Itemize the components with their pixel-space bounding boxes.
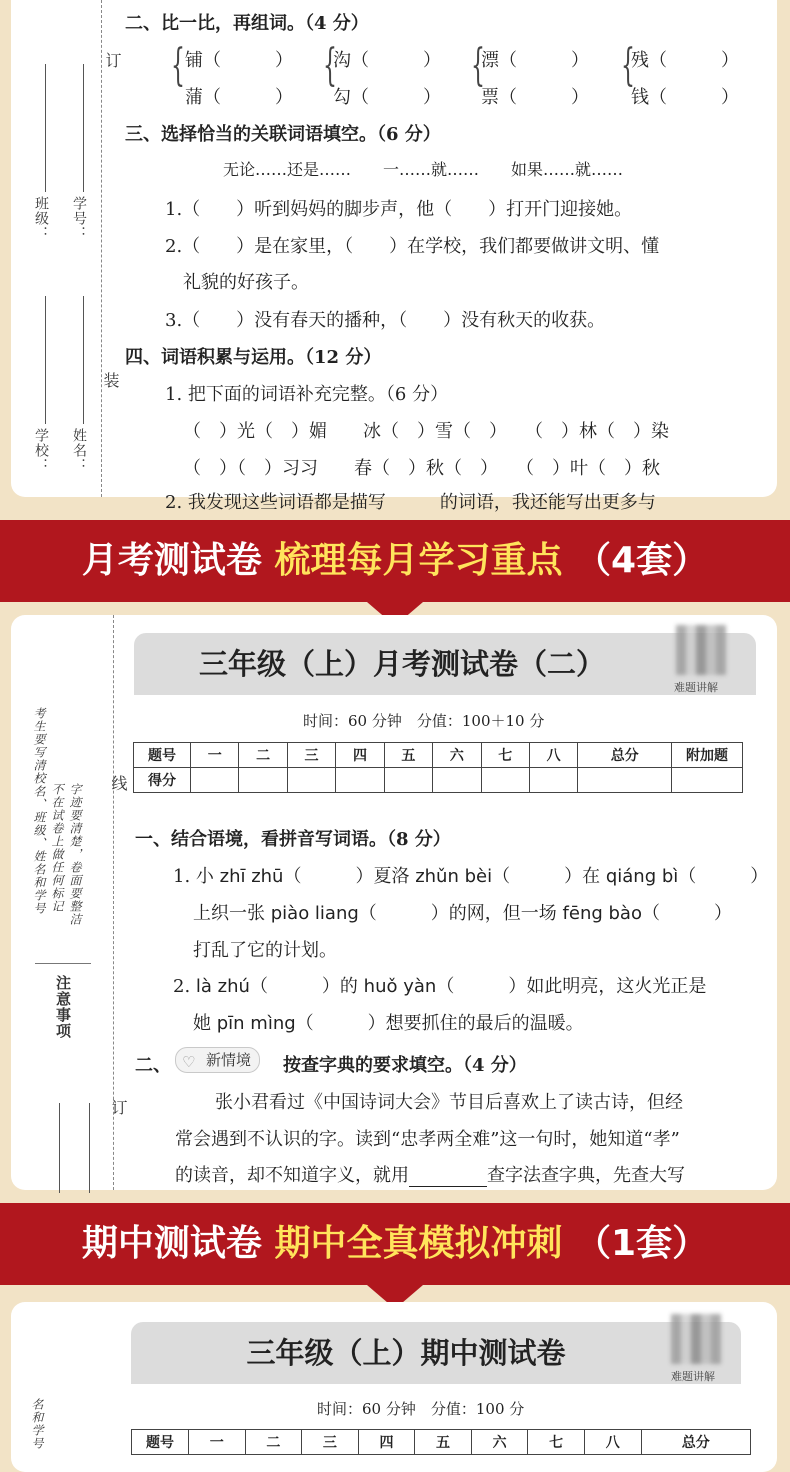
table-cell: 附加题 — [672, 743, 743, 768]
exam-page-3 — [11, 1302, 777, 1472]
section-2-prefix: 二、 — [135, 1055, 171, 1076]
section-2-title: 按查字典的要求填空。（4 分） — [283, 1055, 527, 1076]
table-cell: 一 — [189, 1430, 246, 1455]
fill-blank[interactable] — [409, 1168, 487, 1187]
heartbeat-icon: ♡ — [182, 1053, 196, 1071]
banner-count: （4套） — [575, 540, 709, 581]
section-4-title: 四、词语积累与运用。（12 分） — [125, 347, 382, 368]
passage-line-3: 的读音，却不知道字义，就用 查字法查字典，先查大写 — [175, 1165, 685, 1186]
table-cell: 六 — [471, 1430, 528, 1455]
score-cell[interactable] — [433, 768, 481, 793]
student-id-label: 学号： — [71, 196, 87, 241]
brace: { — [471, 40, 485, 91]
table-cell: 六 — [433, 743, 481, 768]
banner-highlight: 梳理每月学习重点 — [274, 540, 563, 581]
score-cell[interactable] — [481, 768, 529, 793]
passage-line-2: 常会遇到不认识的字。读到“忠孝两全难”这一句时，她知道“孝” — [175, 1129, 680, 1150]
compare-word: 铺（ ） — [185, 50, 293, 71]
section-3-title: 三、选择恰当的关联词语填空。（6 分） — [125, 124, 441, 145]
pinyin-question-2: 2. là zhú（ ）的 huǒ yàn（ ）如此明亮，这火光正是 — [173, 976, 707, 997]
score-cell[interactable] — [191, 768, 239, 793]
score-cell[interactable] — [384, 768, 432, 793]
table-cell: 四 — [358, 1430, 415, 1455]
monthly-test-banner — [0, 520, 790, 602]
idiom-row-1: （ ）光（ ）媚 冰（ ）雪（ ） （ ）林（ ）染 — [183, 421, 669, 442]
exam-title: 三年级（上）期中测试卷 — [246, 1336, 566, 1370]
exam-title-bar — [131, 1322, 741, 1384]
banner-title: 月考测试卷 — [81, 540, 262, 581]
score-cell[interactable] — [239, 768, 287, 793]
pinyin: zhī zhū — [219, 866, 284, 887]
question-3-2: 2.（ ）是在家里，（ ）在学校，我们都要做讲文明、懂 — [165, 236, 660, 257]
cut-line-mark: 线 — [109, 775, 128, 792]
score-cell[interactable] — [287, 768, 335, 793]
pinyin: qiáng bì — [605, 866, 679, 887]
score-cell[interactable] — [529, 768, 577, 793]
exam-page-1 — [11, 0, 777, 513]
compare-word: 勾（ ） — [333, 87, 441, 108]
exam-page-2 — [11, 615, 777, 1190]
binding-mark-ding: 订 — [103, 52, 122, 69]
new-context-badge: ♡ 新情境 — [175, 1047, 260, 1073]
table-cell: 题号 — [134, 743, 191, 768]
passage-line-1: 张小君看过《中国诗词大会》节目后喜欢上了读古诗，但经 — [215, 1092, 683, 1113]
note-line-1: 名和学号 — [30, 1398, 44, 1450]
table-row — [134, 743, 743, 768]
qr-code-icon[interactable] — [676, 625, 726, 675]
question-3-3: 3.（ ）没有春天的播种，（ ）没有秋天的收获。 — [165, 310, 606, 331]
table-cell: 八 — [584, 1430, 641, 1455]
note-line-2: 不在试卷上做任何标记 — [50, 783, 64, 913]
table-cell: 得分 — [134, 768, 191, 793]
table-cell: 题号 — [132, 1430, 189, 1455]
pinyin: fēng bào — [562, 903, 642, 924]
table-cell: 三 — [302, 1430, 359, 1455]
compare-word: 沟（ ） — [333, 50, 441, 71]
brace: { — [621, 40, 635, 91]
table-cell: 七 — [528, 1430, 585, 1455]
class-label: 班级： — [33, 196, 49, 241]
table-cell: 八 — [529, 743, 577, 768]
banner-title: 期中测试卷 — [81, 1223, 262, 1264]
question-4-1: 1. 把下面的词语补充完整。（6 分） — [165, 384, 449, 405]
pinyin: là zhú — [195, 976, 250, 997]
qr-label: 难题讲解 — [674, 681, 718, 694]
brace: { — [323, 40, 337, 91]
school-label: 学校： — [33, 428, 49, 473]
notes-title: 注意事项 — [54, 975, 72, 1039]
banner-count: （1套） — [575, 1223, 709, 1264]
score-table — [133, 742, 743, 793]
binding-line — [101, 0, 102, 497]
pinyin-question-1-end: 打乱了它的计划。 — [193, 940, 337, 961]
table-cell: 总分 — [578, 743, 672, 768]
table-cell: 七 — [481, 743, 529, 768]
question-4-2-cut: 2. 我发现这些词语都是描写 的词语，我还能写出更多与 — [165, 492, 656, 513]
question-3-1: 1.（ ）听到妈妈的脚步声，他（ ）打开门迎接她。 — [165, 199, 633, 220]
table-cell: 五 — [384, 743, 432, 768]
note-line-3: 字迹要清楚，卷面要整洁 — [68, 783, 82, 926]
section-2-title: 二、比一比，再组词。（4 分） — [125, 13, 369, 34]
table-cell: 二 — [239, 743, 287, 768]
question-3-2-cont: 礼貌的好孩子。 — [183, 272, 309, 293]
midterm-test-banner — [0, 1203, 790, 1285]
compare-word: 漂（ ） — [481, 50, 589, 71]
pinyin-question-1: 1. 小 zhī zhū（ ）夏洛 zhǔn bèi（ ）在 qiáng bì（ ） — [173, 866, 769, 887]
pinyin: piào liang — [270, 903, 359, 924]
banner-highlight: 期中全真模拟冲刺 — [274, 1223, 563, 1264]
pinyin-question-2-cont: 她 pīn mìng（ ）想要抓住的最后的温暖。 — [193, 1013, 584, 1034]
name-label: 姓名： — [71, 428, 87, 473]
pinyin: pīn mìng — [216, 1013, 296, 1034]
binding-mark-ding: 订 — [109, 1099, 128, 1116]
pinyin-question-1-cont: 上织一张 piào liang（ ）的网，但一场 fēng bào（ ） — [193, 903, 732, 924]
compare-word: 残（ ） — [631, 50, 739, 71]
exam-time-score: 时间：60 分钟 分值：100＋10 分 — [303, 712, 545, 730]
qr-label: 难题讲解 — [671, 1370, 715, 1383]
table-cell: 五 — [415, 1430, 472, 1455]
conjunction-options: 无论……还是…… 一……就…… 如果……就…… — [223, 160, 624, 179]
table-cell: 四 — [336, 743, 384, 768]
exam-title: 三年级（上）月考测试卷（二） — [198, 647, 605, 681]
binding-mark-zhuang: 装 — [101, 372, 120, 389]
section-1-title: 一、结合语境，看拼音写词语。（8 分） — [135, 829, 451, 850]
brace: { — [171, 40, 185, 91]
score-cell[interactable] — [336, 768, 384, 793]
compare-word: 蒲（ ） — [185, 87, 293, 108]
idiom-row-2: （ ）（ ）习习 春（ ）秋（ ） （ ）叶（ ）秋 — [183, 458, 660, 479]
table-row — [134, 768, 743, 793]
exam-title-bar — [134, 633, 756, 695]
score-cell[interactable] — [672, 768, 743, 793]
compare-word: 票（ ） — [481, 87, 589, 108]
pinyin: zhǔn bèi — [415, 866, 493, 887]
table-row — [132, 1430, 751, 1455]
score-cell[interactable] — [578, 768, 672, 793]
note-line-1: 考生要写清校名、班级、姓名和学号 — [32, 707, 46, 915]
pinyin: huǒ yàn — [363, 976, 437, 997]
table-cell: 一 — [191, 743, 239, 768]
table-cell: 三 — [287, 743, 335, 768]
exam-time-score: 时间：60 分钟 分值：100 分 — [317, 1400, 525, 1418]
compare-word: 钱（ ） — [631, 87, 739, 108]
score-table — [131, 1429, 751, 1455]
table-cell: 二 — [245, 1430, 302, 1455]
table-cell: 总分 — [641, 1430, 751, 1455]
qr-code-icon[interactable] — [671, 1314, 721, 1364]
